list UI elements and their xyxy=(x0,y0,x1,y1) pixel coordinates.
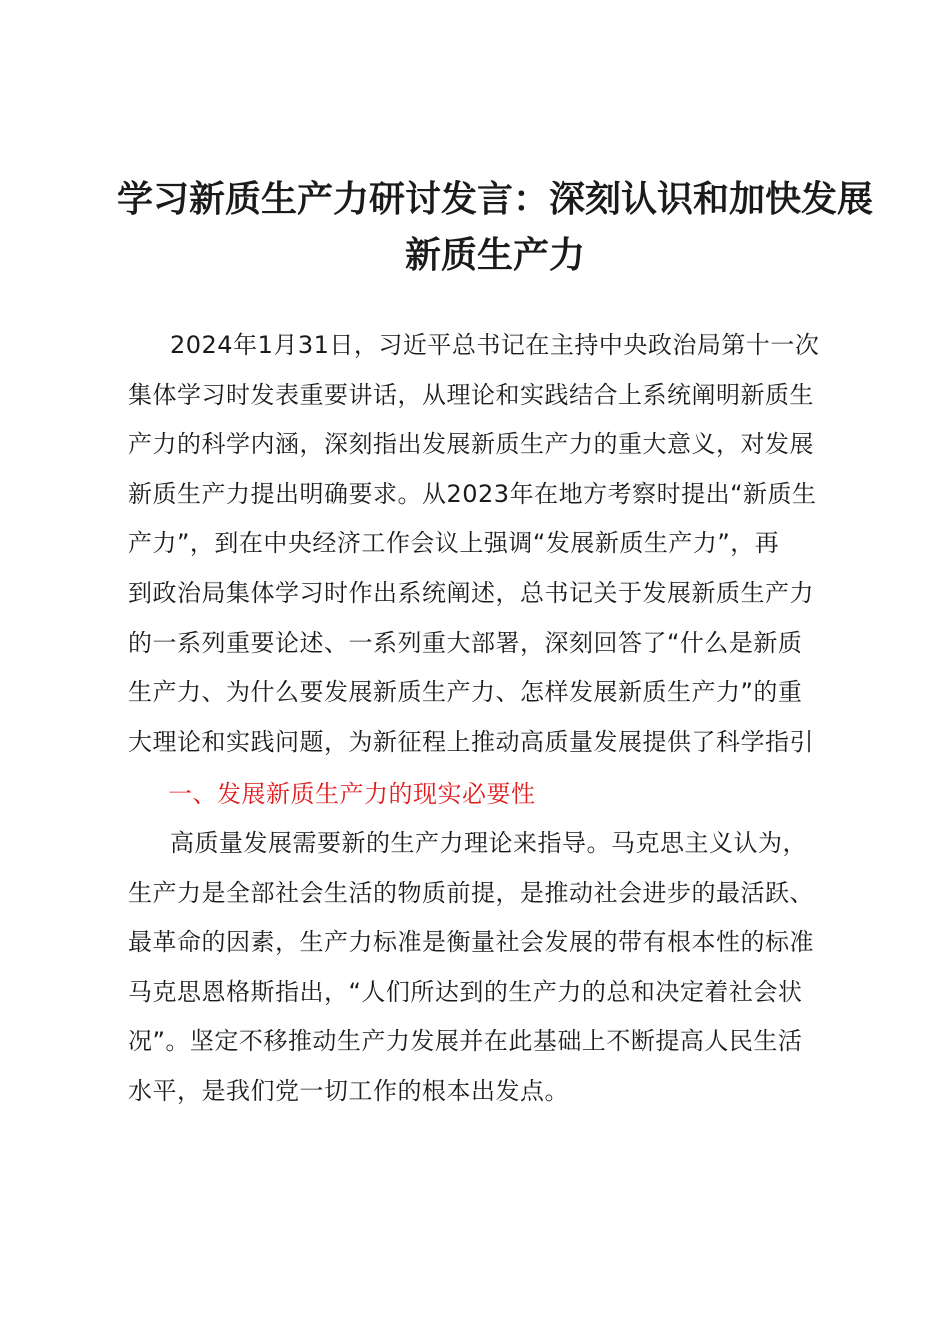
title-line-1: 学习新质生产力研讨发言：深刻认识和加快发展 xyxy=(116,179,873,220)
paragraph-line: 集体学习时发表重要讲话，从理论和实践结合上系统阐明新质生 xyxy=(128,380,814,409)
document-title xyxy=(100,172,890,284)
paragraph-line: 高质量发展需要新的生产力理论来指导。马克思主义认为， xyxy=(170,829,807,857)
paragraph-line: 况”。坚定不移推动生产力发展并在此基础上不断提高人民生活 xyxy=(128,1027,803,1056)
paragraph-line: 产力”，到在中央经济工作会议上强调“发展新质生产力”，再 xyxy=(128,529,780,558)
paragraph-line: 生产力是全部社会生活的物质前提，是推动社会进步的最活跃、 xyxy=(128,878,814,907)
paragraph-line: 水平，是我们党一切工作的根本出发点。 xyxy=(128,1076,569,1105)
paragraph-line: 到政治局集体学习时作出系统阐述，总书记关于发展新质生产力 xyxy=(128,578,814,607)
title-line-2: 新质生产力 xyxy=(404,235,585,276)
paragraph-line: 生产力、为什么要发展新质生产力、怎样发展新质生产力”的重 xyxy=(128,678,803,707)
section-heading: 一、发展新质生产力的现实必要性 xyxy=(168,780,536,808)
intro-paragraph xyxy=(128,321,848,767)
paragraph-line: 最革命的因素，生产力标准是衡量社会发展的带有根本性的标准 xyxy=(128,928,814,957)
paragraph-line: 大理论和实践问题，为新征程上推动高质量发展提供了科学指引 xyxy=(128,727,814,756)
paragraph-line: 新质生产力提出明确要求。从2023年在地方考察时提出“新质生 xyxy=(128,479,817,508)
paragraph-line: 2024年1月31日，习近平总书记在主持中央政治局第十一次 xyxy=(170,331,820,359)
paragraph-line: 马克思恩格斯指出，“人们所达到的生产力的总和决定着社会状 xyxy=(128,977,803,1006)
paragraph-line: 的一系列重要论述、一系列重大部署，深刻回答了“什么是新质 xyxy=(128,628,803,657)
section-paragraph xyxy=(128,819,848,1117)
paragraph-line: 产力的科学内涵，深刻指出发展新质生产力的重大意义，对发展 xyxy=(128,430,814,459)
